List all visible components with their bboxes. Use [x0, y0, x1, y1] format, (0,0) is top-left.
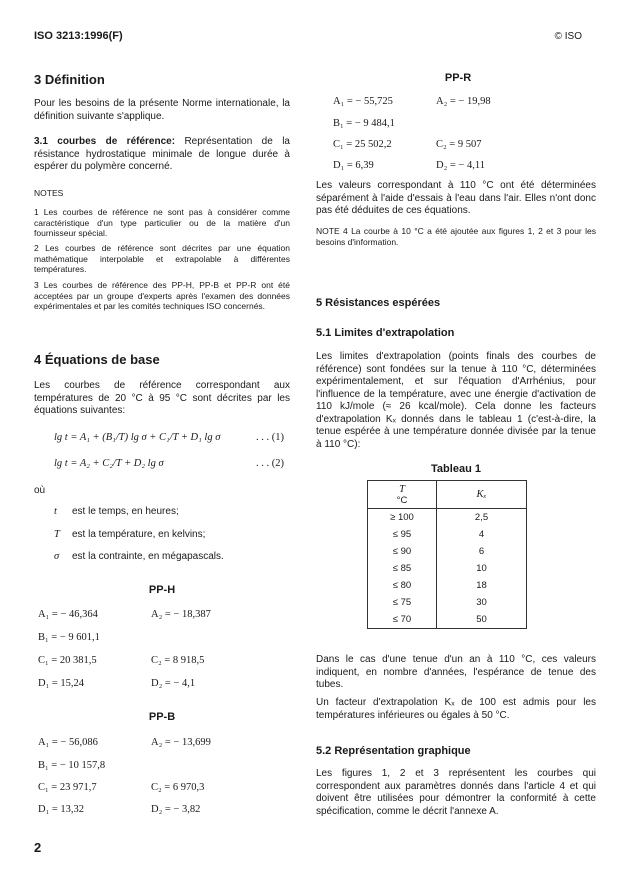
cell-kx: 6	[437, 543, 527, 560]
ppr-a1: A₁ = − 55,725	[333, 96, 393, 107]
col-temperature-symbol: T	[399, 483, 405, 495]
notes-label: NOTES	[34, 188, 64, 198]
equation-1: lg t = A₁ + (B₁/T) lg σ + C₁/T + D₁ lg σ	[54, 432, 221, 443]
cell-kx: 30	[437, 594, 527, 611]
equation-2-number: . . . (2)	[256, 458, 284, 469]
section-5-title: 5 Résistances espérées	[316, 297, 441, 309]
note-1: 1 Les courbes de référence ne sont pas à considérer comme caractéristique d'un type particulier ou de la matière d'un fournisseur spécial.	[34, 207, 290, 238]
def-temperature	[54, 529, 205, 542]
symbol-t: t	[54, 506, 57, 517]
ppr-d1: D₁ = 6,39	[333, 160, 374, 171]
ppb-d1: D₁ = 13,32	[38, 804, 85, 815]
def-stress	[54, 551, 224, 564]
cell-temperature: ≤ 80	[368, 577, 437, 594]
symbol-sigma: σ	[54, 551, 60, 562]
section-3-title: 3 Définition	[34, 72, 105, 87]
cell-temperature: ≤ 90	[368, 543, 437, 560]
note-3: 3 Les courbes de référence des PP-H, PP-B et PP-R ont été acceptées par un groupe d'experts après l'examen des données expérimentales et par les comités techniques ISO concernés.	[34, 280, 290, 311]
ppb-d2: D₂ = − 3,82	[151, 804, 201, 815]
equation-2: lg t = A₂ + C₂/T + D₂ lg σ	[54, 458, 164, 469]
table-row	[368, 526, 527, 543]
after-table-text: Dans le cas d'une tenue d'un an à 110 °C, ces valeurs indiquent, en nombre d'années, l'espérance de tenue des tubes.	[316, 654, 596, 690]
cell-temperature: ≤ 85	[368, 560, 437, 577]
pph-c1: C₁ = 20 381,5	[38, 655, 97, 666]
section-5-1-title: 5.1 Limites d'extrapolation	[316, 327, 455, 339]
standard-id: ISO 3213:1996(F)	[34, 30, 123, 42]
table-row	[368, 560, 527, 577]
cell-kx: 2,5	[437, 509, 527, 527]
pph-title: PP-H	[148, 584, 176, 596]
cell-kx: 10	[437, 560, 527, 577]
definition-text: Représentation de la résistance hydrostatique minimale de longue durée à espérer du polymère concerné.	[34, 136, 290, 172]
cell-kx: 50	[437, 611, 527, 629]
equation-1-number: . . . (1)	[256, 432, 284, 443]
cell-temperature: ≤ 95	[368, 526, 437, 543]
ppr-text: Les valeurs correspondant à 110 °C ont été déterminées séparément à l'aide d'essais à l'eau dans l'air. Elles n'ont donc pas été déduites de ces équations.	[316, 180, 596, 216]
copyright: © ISO	[554, 31, 582, 42]
table-row	[368, 577, 527, 594]
ppb-a2: A₂ = − 13,699	[151, 737, 211, 748]
note-2: 2 Les courbes de référence sont décrites par une équation mathématique interpolable et extrapolable à différentes températures.	[34, 243, 290, 274]
section-4-title: 4 Équations de base	[34, 352, 160, 367]
pph-d1: D₁ = 15,24	[38, 678, 85, 689]
definition-term: 3.1 courbes de référence:	[34, 136, 176, 147]
definition-3-1	[34, 136, 290, 174]
table-row	[368, 543, 527, 560]
section-3-intro: Pour les besoins de la présente Norme internationale, la définition suivante s'applique.	[34, 98, 290, 122]
ppr-title: PP-R	[444, 72, 472, 84]
ppr-d2: D₂ = − 4,11	[436, 160, 485, 171]
ppb-b1: B₁ = − 10 157,8	[38, 760, 106, 771]
cell-kx: 4	[437, 526, 527, 543]
ppr-c1: C₁ = 25 502,2	[333, 139, 392, 150]
where-label: où	[34, 485, 46, 496]
table-row	[368, 594, 527, 611]
cell-temperature: ≤ 70	[368, 611, 437, 629]
note-4: NOTE 4 La courbe à 10 °C a été ajoutée aux figures 1, 2 et 3 pour les besoins d'information.	[316, 226, 596, 247]
table-row	[368, 611, 527, 629]
section-5-2-text: Les figures 1, 2 et 3 représentent les courbes qui correspondent aux paramètres donnés dans l'article 4 et qui doivent être utilisées pour démontrer la conformité à cette spécification, comme le décrit l'annexe A.	[316, 768, 596, 817]
def-time-text: est le temps, en heures;	[72, 506, 179, 517]
section-5-2-title: 5.2 Représentation graphique	[316, 745, 471, 757]
col-temperature	[368, 481, 437, 509]
def-temperature-text: est la température, en kelvins;	[72, 529, 206, 540]
pph-b1: B₁ = − 9 601,1	[38, 632, 100, 643]
ppr-b1: B₁ = − 9 484,1	[333, 118, 395, 129]
section-4-intro: Les courbes de référence correspondant aux températures de 20 °C à 95 °C sont décrites par les équations suivantes:	[34, 380, 290, 416]
page-number: 2	[34, 840, 42, 855]
cell-temperature: ≤ 75	[368, 594, 437, 611]
ppb-a1: A₁ = − 56,086	[38, 737, 98, 748]
def-stress-text: est la contrainte, en mégapascals.	[72, 551, 224, 562]
pph-c2: C₂ = 8 918,5	[151, 655, 205, 666]
col-temperature-unit: °C	[396, 494, 408, 506]
ppb-c1: C₁ = 23 971,7	[38, 782, 97, 793]
symbol-T: T	[54, 529, 60, 540]
pph-a1: A₁ = − 46,364	[38, 609, 98, 620]
section-5-1-text: Les limites d'extrapolation (points finals des courbes de référence) sont fondées sur la tenue à 110 °C, déterminées expérimentalement, et sur l'équation d'Arrhénius, pour l'influence de la température, avec une énergie d'activation de 110 kJ/mole (≈ 26 kcal/mole). Cela donne les facteurs d'extrapolation Kₓ donnés dans le tableau 1 (c'est-à-dire, la tenue espérée à une température donnée divisée par la tenue à 110 °C):	[316, 351, 596, 450]
ppb-c2: C₂ = 6 970,3	[151, 782, 205, 793]
ppr-a2: A₂ = − 19,98	[436, 96, 491, 107]
ppb-title: PP-B	[148, 711, 176, 723]
kx-text: Un facteur d'extrapolation Kₓ de 100 est admis pour les températures inférieures ou égales à 50 °C.	[316, 697, 596, 721]
table-1-title: Tableau 1	[431, 463, 481, 475]
cell-temperature: ≥ 100	[368, 509, 437, 527]
pph-d2: D₂ = − 4,1	[151, 678, 196, 689]
def-time	[54, 506, 179, 519]
ppr-c2: C₂ = 9 507	[436, 139, 482, 150]
table-header-row	[368, 481, 527, 509]
table-row	[368, 509, 527, 527]
pph-a2: A₂ = − 18,387	[151, 609, 211, 620]
col-kx: Kₓ	[437, 481, 527, 509]
cell-kx: 18	[437, 577, 527, 594]
table-1	[367, 480, 527, 629]
